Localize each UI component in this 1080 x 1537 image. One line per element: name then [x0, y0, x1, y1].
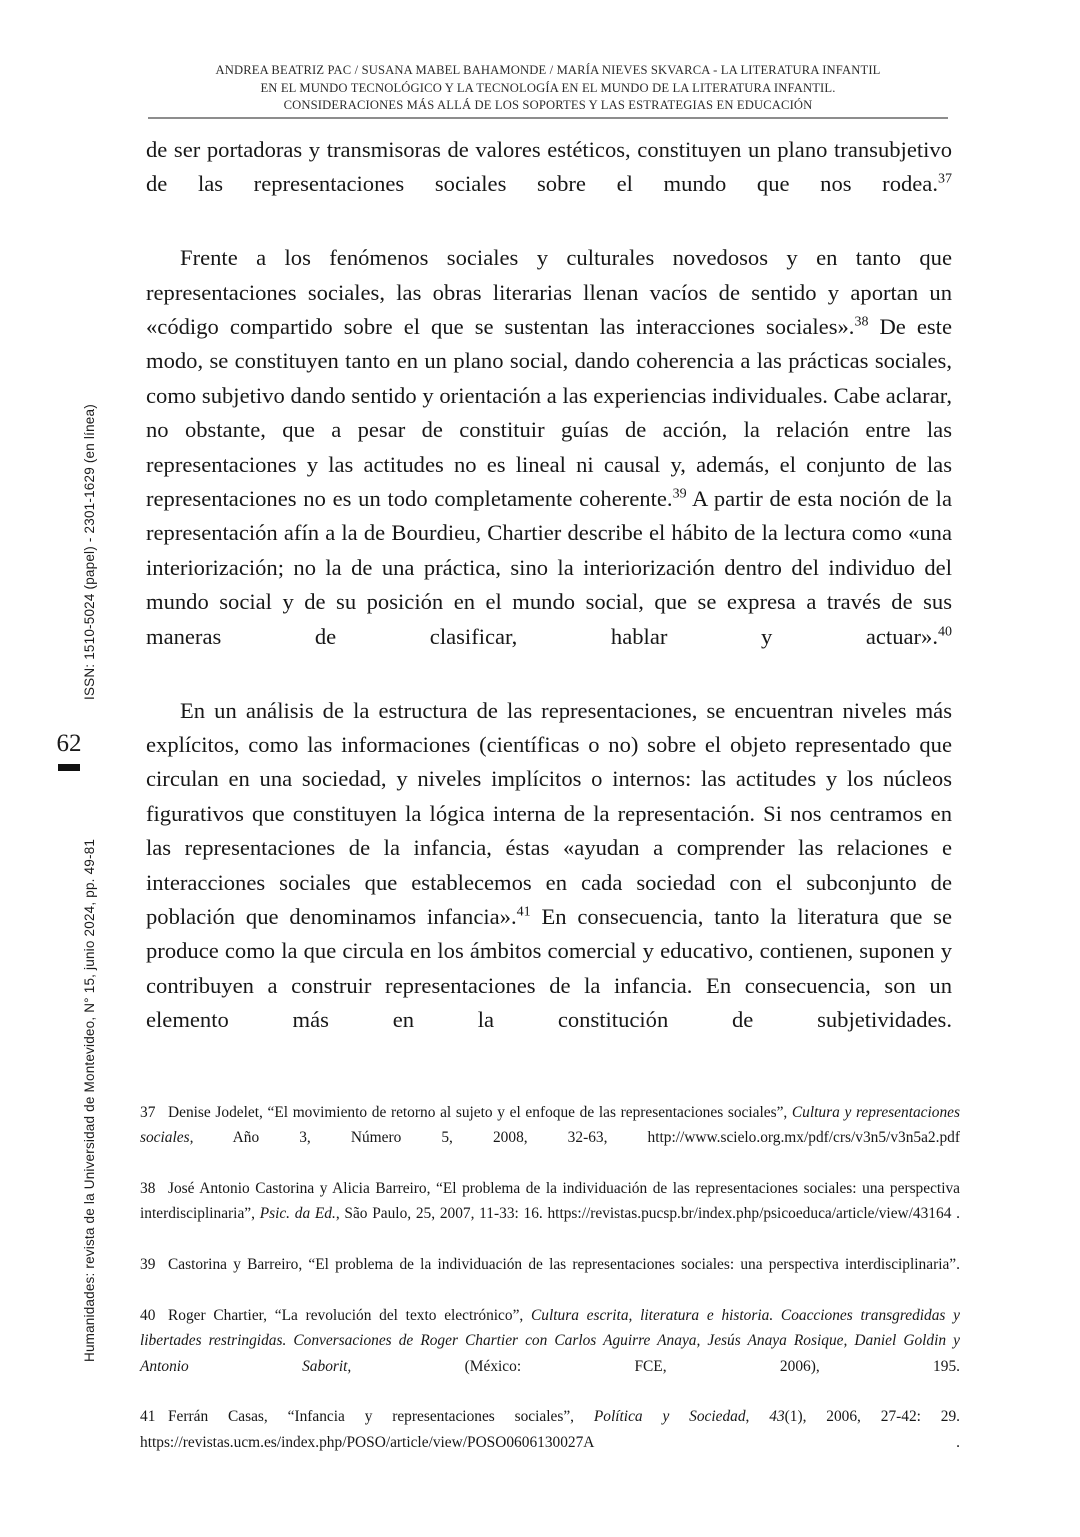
footnote-reference[interactable]: 40	[938, 624, 952, 640]
text-run: (1), 2006, 27-42: 29. https://revistas.ucm.es/index.php/POSO/article/view/POSO0606130027A .	[140, 1408, 961, 1451]
header-divider-rule	[148, 117, 948, 119]
italic-title: 43	[769, 1408, 785, 1426]
running-head-line-2: EN EL MUNDO TECNOLÓGICO Y LA TECNOLOGÍA EN EL MUNDO DE LA LITERATURA INFANTIL.	[260, 80, 836, 95]
footnote-item	[140, 1404, 960, 1480]
footnote-item	[140, 1303, 960, 1404]
footnote-reference[interactable]: 37	[938, 171, 952, 187]
text-run: Frente a los fenómenos sociales y culturales novedosos y en tanto que representaciones sociales, las obras literarias llenan vacíos de sentido y aportan un «código compartido sobre el que se sustentan las interacciones sociales».	[146, 245, 952, 340]
footnote-number: 38	[140, 1180, 156, 1198]
running-head	[148, 62, 948, 115]
page-number: 62	[56, 730, 82, 757]
text-run: Roger Chartier, “La revolución del texto electrónico”,	[168, 1307, 531, 1325]
italic-title: Cultura y representaciones sociales,	[140, 1104, 960, 1147]
text-run: Año 3, Número 5, 2008, 32-63, http://www.scielo.org.mx/pdf/crs/v3n5/v3n5a2.pdf	[193, 1129, 960, 1147]
footnote-reference[interactable]: 39	[672, 486, 687, 502]
text-run: En un análisis de la estructura de las representaciones, se encuentran niveles más explícitos, como las informaciones (científicas o no) sobre el objeto representado que circulan en una sociedad, y niveles implícitos o internos: las actitudes y los núcleos figurativos que constituyen la lógica interna de la representación. Si nos centramos en las representaciones de la infancia, éstas «ayudan a comprender las relaciones e interacciones sociales que establecemos en cada sociedad con el subconjunto de población que denominamos infancia».	[146, 697, 952, 929]
text-run: En consecuencia, tanto la literatura que se produce como la que circula en los ámbitos comercial y educativo, contienen, suponen y contribuyen a construir representaciones de la infancia. En consecuencia, son un elemento más en la constitución de subjetividades.	[146, 903, 952, 1033]
text-run: Ferrán Casas, “Infancia y representaciones sociales”,	[168, 1408, 594, 1426]
text-run: (México: FCE, 2006), 195.	[351, 1357, 960, 1375]
text-run: de ser portadoras y transmisoras de valores estéticos, constituyen un plano transubjetivo de las representaciones sociales sobre el mundo que nos rodea.	[146, 137, 952, 197]
footnote-number: 41	[140, 1408, 156, 1426]
body-text-column	[146, 133, 952, 1072]
footnote-item	[140, 1176, 960, 1252]
running-head-line-1: ANDREA BEATRIZ PAC / SUSANA MABEL BAHAMONDE / MARÍA NIEVES SKVARCA - LA LITERATURA INFANTIL	[215, 63, 881, 77]
body-paragraph	[146, 694, 952, 1072]
text-run: De este modo, se constituyen tanto en un plano social, dando coherencia a las prácticas sociales, como subjetivo dando sentido y orientación a las experiencias individuales. Cabe aclarar, no obstante, que a pesar de constituir guías de acción, la relación entre las representaciones y las actitudes no es lineal ni causal y, además, el conjunto de las representaciones no es un todo completamente coherente.	[146, 314, 952, 512]
text-run: ,	[745, 1408, 770, 1426]
issn-sidenote: ISSN: 1510-5024 (papel) - 2301-1629 (en línea)	[82, 404, 97, 700]
italic-title: Política y Sociedad	[593, 1408, 746, 1426]
footnote-number: 37	[140, 1104, 156, 1121]
footnotes-block	[140, 1100, 960, 1481]
text-run: A partir de esta noción de la representación afín a la de Bourdieu, Chartier describe el hábito de la lectura como «una interiorización; no la de una práctica, sino la interiorización dentro del individuo del mundo social y de su posición en el mundo social, que se expresa a través de sus maneras de clasificar, hablar y actuar».	[146, 486, 952, 649]
text-run: , São Paulo, 25, 2007, 11-33: 16. https://revistas.pucsp.br/index.php/psicoeduca/article/view/43164 .	[335, 1205, 960, 1223]
footnote-number: 39	[140, 1256, 156, 1274]
text-run: Denise Jodelet, “El movimiento de retorno al sujeto y el enfoque de las representaciones sociales”,	[168, 1104, 792, 1121]
footnote-number: 40	[140, 1307, 156, 1325]
text-run: José Antonio Castorina y Alicia Barreiro, “El problema de la individuación de las representaciones sociales: una perspectiva interdisciplinaria”,	[140, 1180, 960, 1223]
running-head-line-3: CONSIDERACIONES MÁS ALLÁ DE LOS SOPORTES Y LAS ESTRATEGIAS EN EDUCACIÓN	[283, 98, 813, 112]
text-run: Castorina y Barreiro, “El problema de la individuación de las representaciones sociales: una perspectiva interdisciplinaria”.	[168, 1256, 960, 1274]
journal-citation-sidenote: Humanidades: revista de la Universidad de Montevideo, N° 15, junio 2024, pp. 49-81	[82, 838, 97, 1362]
body-paragraph	[146, 241, 952, 688]
italic-title: Psic. da Ed.	[259, 1205, 336, 1223]
footnote-reference[interactable]: 38	[854, 314, 869, 330]
footnote-item	[140, 1100, 960, 1176]
page-number-bar	[58, 764, 80, 771]
footnote-reference[interactable]: 41	[516, 904, 531, 920]
footnote-item	[140, 1252, 960, 1302]
italic-title: Cultura escrita, literatura e historia. Coacciones transgredidas y libertades restringidas. Conversaciones de Roger Chartier con Carlos Aguirre Anaya, Jesús Anaya Rosique, Daniel Goldin y Antonio Saborit,	[140, 1307, 961, 1375]
body-paragraph	[146, 133, 952, 236]
